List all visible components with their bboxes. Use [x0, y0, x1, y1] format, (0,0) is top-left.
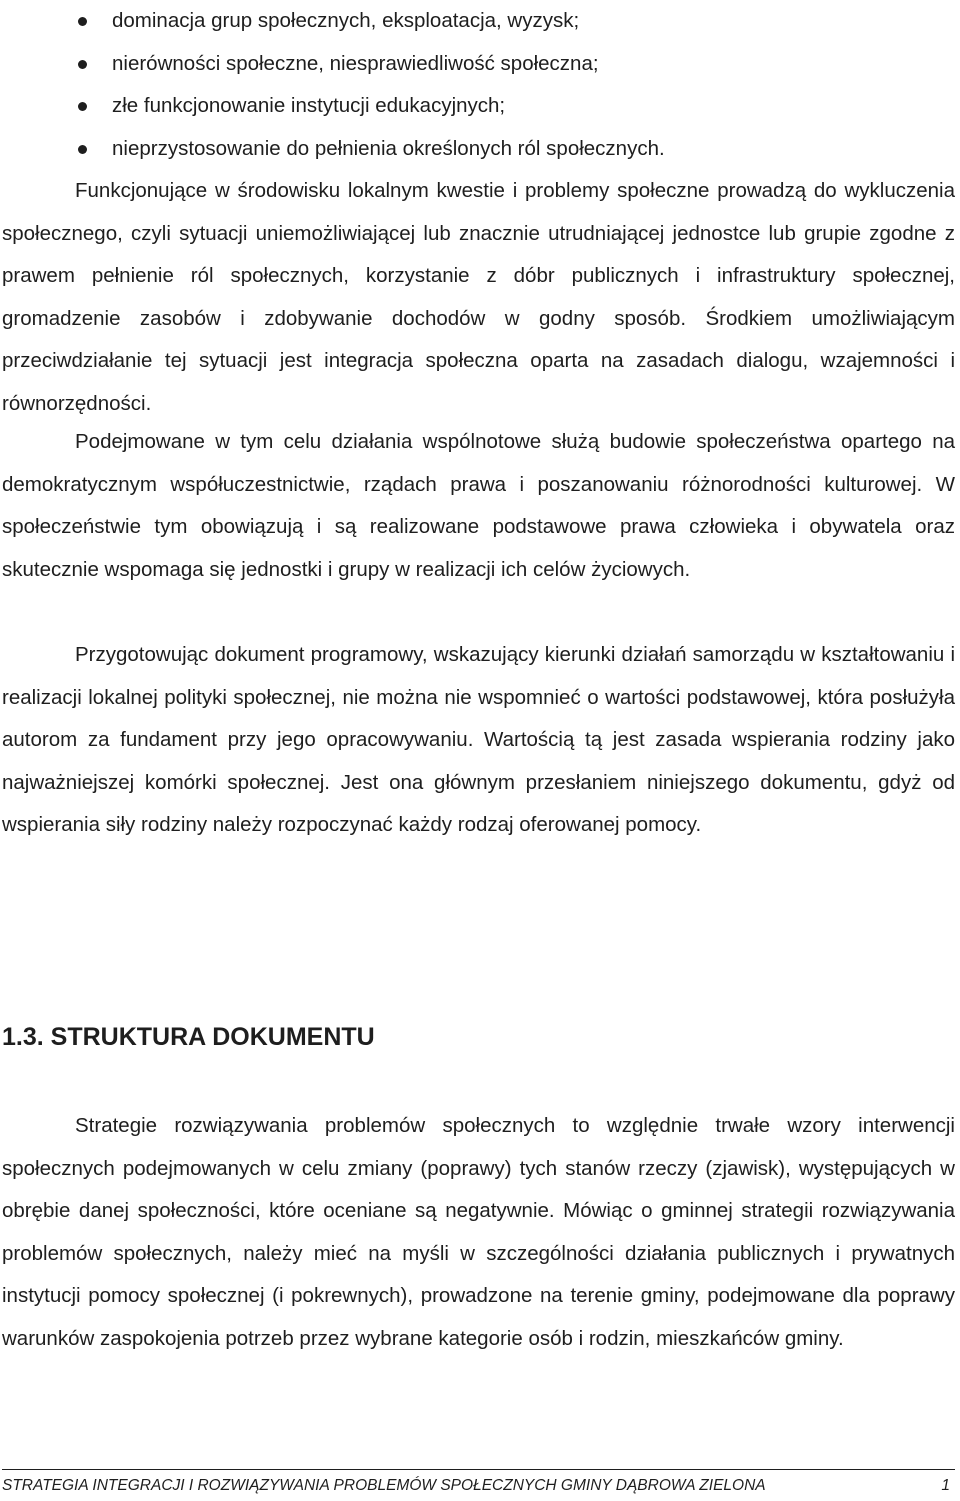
- list-item: [0, 85, 960, 128]
- page-number: 1: [941, 1477, 950, 1494]
- paragraph-social-exclusion: Funkcjonujące w środowisku lokalnym kwestie i problemy społeczne prowadzą do wykluczenia społecznego, czyli sytuacji uniemożliwiającej lub znacznie utrudniającej jednostce lub grupie zgodne z prawem pełnienie ról społecznych, korzystanie z dóbr publicznych i infrastruktury społecznej, gromadzenie zasobów i zdobywanie dochodów w godny sposób. Środkiem umożliwiającym przeciwdziałanie tej sytuacji jest integracja społeczna oparta na zasadach dialogu, wzajemności i równorzędności.: [2, 179, 955, 415]
- bullet-icon: [78, 60, 87, 69]
- list-item: [0, 128, 960, 171]
- list-item-text: nierówności społeczne, niesprawiedliwość społeczna;: [112, 51, 599, 75]
- bullet-icon: [78, 102, 87, 111]
- list-item: [0, 0, 960, 43]
- footer-divider: [2, 1469, 955, 1470]
- list-item-text: nieprzystosowanie do pełnienia określonych ról społecznych.: [112, 136, 665, 160]
- paragraph-strategy-definition: Strategie rozwiązywania problemów społecznych to względnie trwałe wzory interwencji społecznych podejmowanych w celu zmiany (poprawy) tych stanów rzeczy (zjawisk), występujących w obrębie danej społeczności, które oceniane są negatywnie. Mówiąc o gminnej strategii rozwiązywania problemów społecznych, należy mieć na myśli w szczególności działania publicznych i prywatnych instytucji pomocy społecznej (i pokrewnych), prowadzone na terenie gminy, podejmowane dla poprawy warunków zaspokojenia potrzeb przez wybrane kategorie osób i rodzin, mieszkańców gminy.: [2, 1114, 955, 1350]
- list-item-text: dominacja grup społecznych, eksploatacja, wyzysk;: [112, 9, 580, 32]
- section-heading: 1.3. STRUKTURA DOKUMENTU: [2, 1023, 375, 1051]
- paragraph-community-actions: Podejmowane w tym celu działania wspólnotowe służą budowie społeczeństwa opartego na demokratycznym współuczestnictwie, rządach prawa i poszanowaniu różnorodności kulturowej. W społeczeństwie tym obowiązują i są realizowane podstawowe prawa człowieka i obywatela oraz skutecznie wspomaga się jednostki i grupy w realizacji ich celów życiowych.: [2, 430, 955, 581]
- list-item-text: złe funkcjonowanie instytucji edukacyjnych;: [112, 94, 506, 117]
- bullet-list: [0, 0, 960, 170]
- footer-title: STRATEGIA INTEGRACJI I ROZWIĄZYWANIA PROBLEMÓW SPOŁECZNYCH GMINY DĄBROWA ZIELONA: [2, 1477, 766, 1494]
- list-item: [0, 43, 960, 86]
- paragraph-family-support: Przygotowując dokument programowy, wskazujący kierunki działań samorządu w kształtowaniu i realizacji lokalnej polityki społecznej, nie można nie wspomnieć o wartości podstawowej, która posłużyła autorom za fundament przy jego opracowywaniu. Wartością tą jest zasada wspierania rodziny jako najważniejszej komórki społecznej. Jest ona głównym przesłaniem niniejszego dokumentu, gdyż od wspierania siły rodziny należy rozpoczynać każdy rodzaj oferowanej pomocy.: [2, 643, 955, 836]
- bullet-icon: [78, 17, 87, 26]
- bullet-icon: [78, 145, 87, 154]
